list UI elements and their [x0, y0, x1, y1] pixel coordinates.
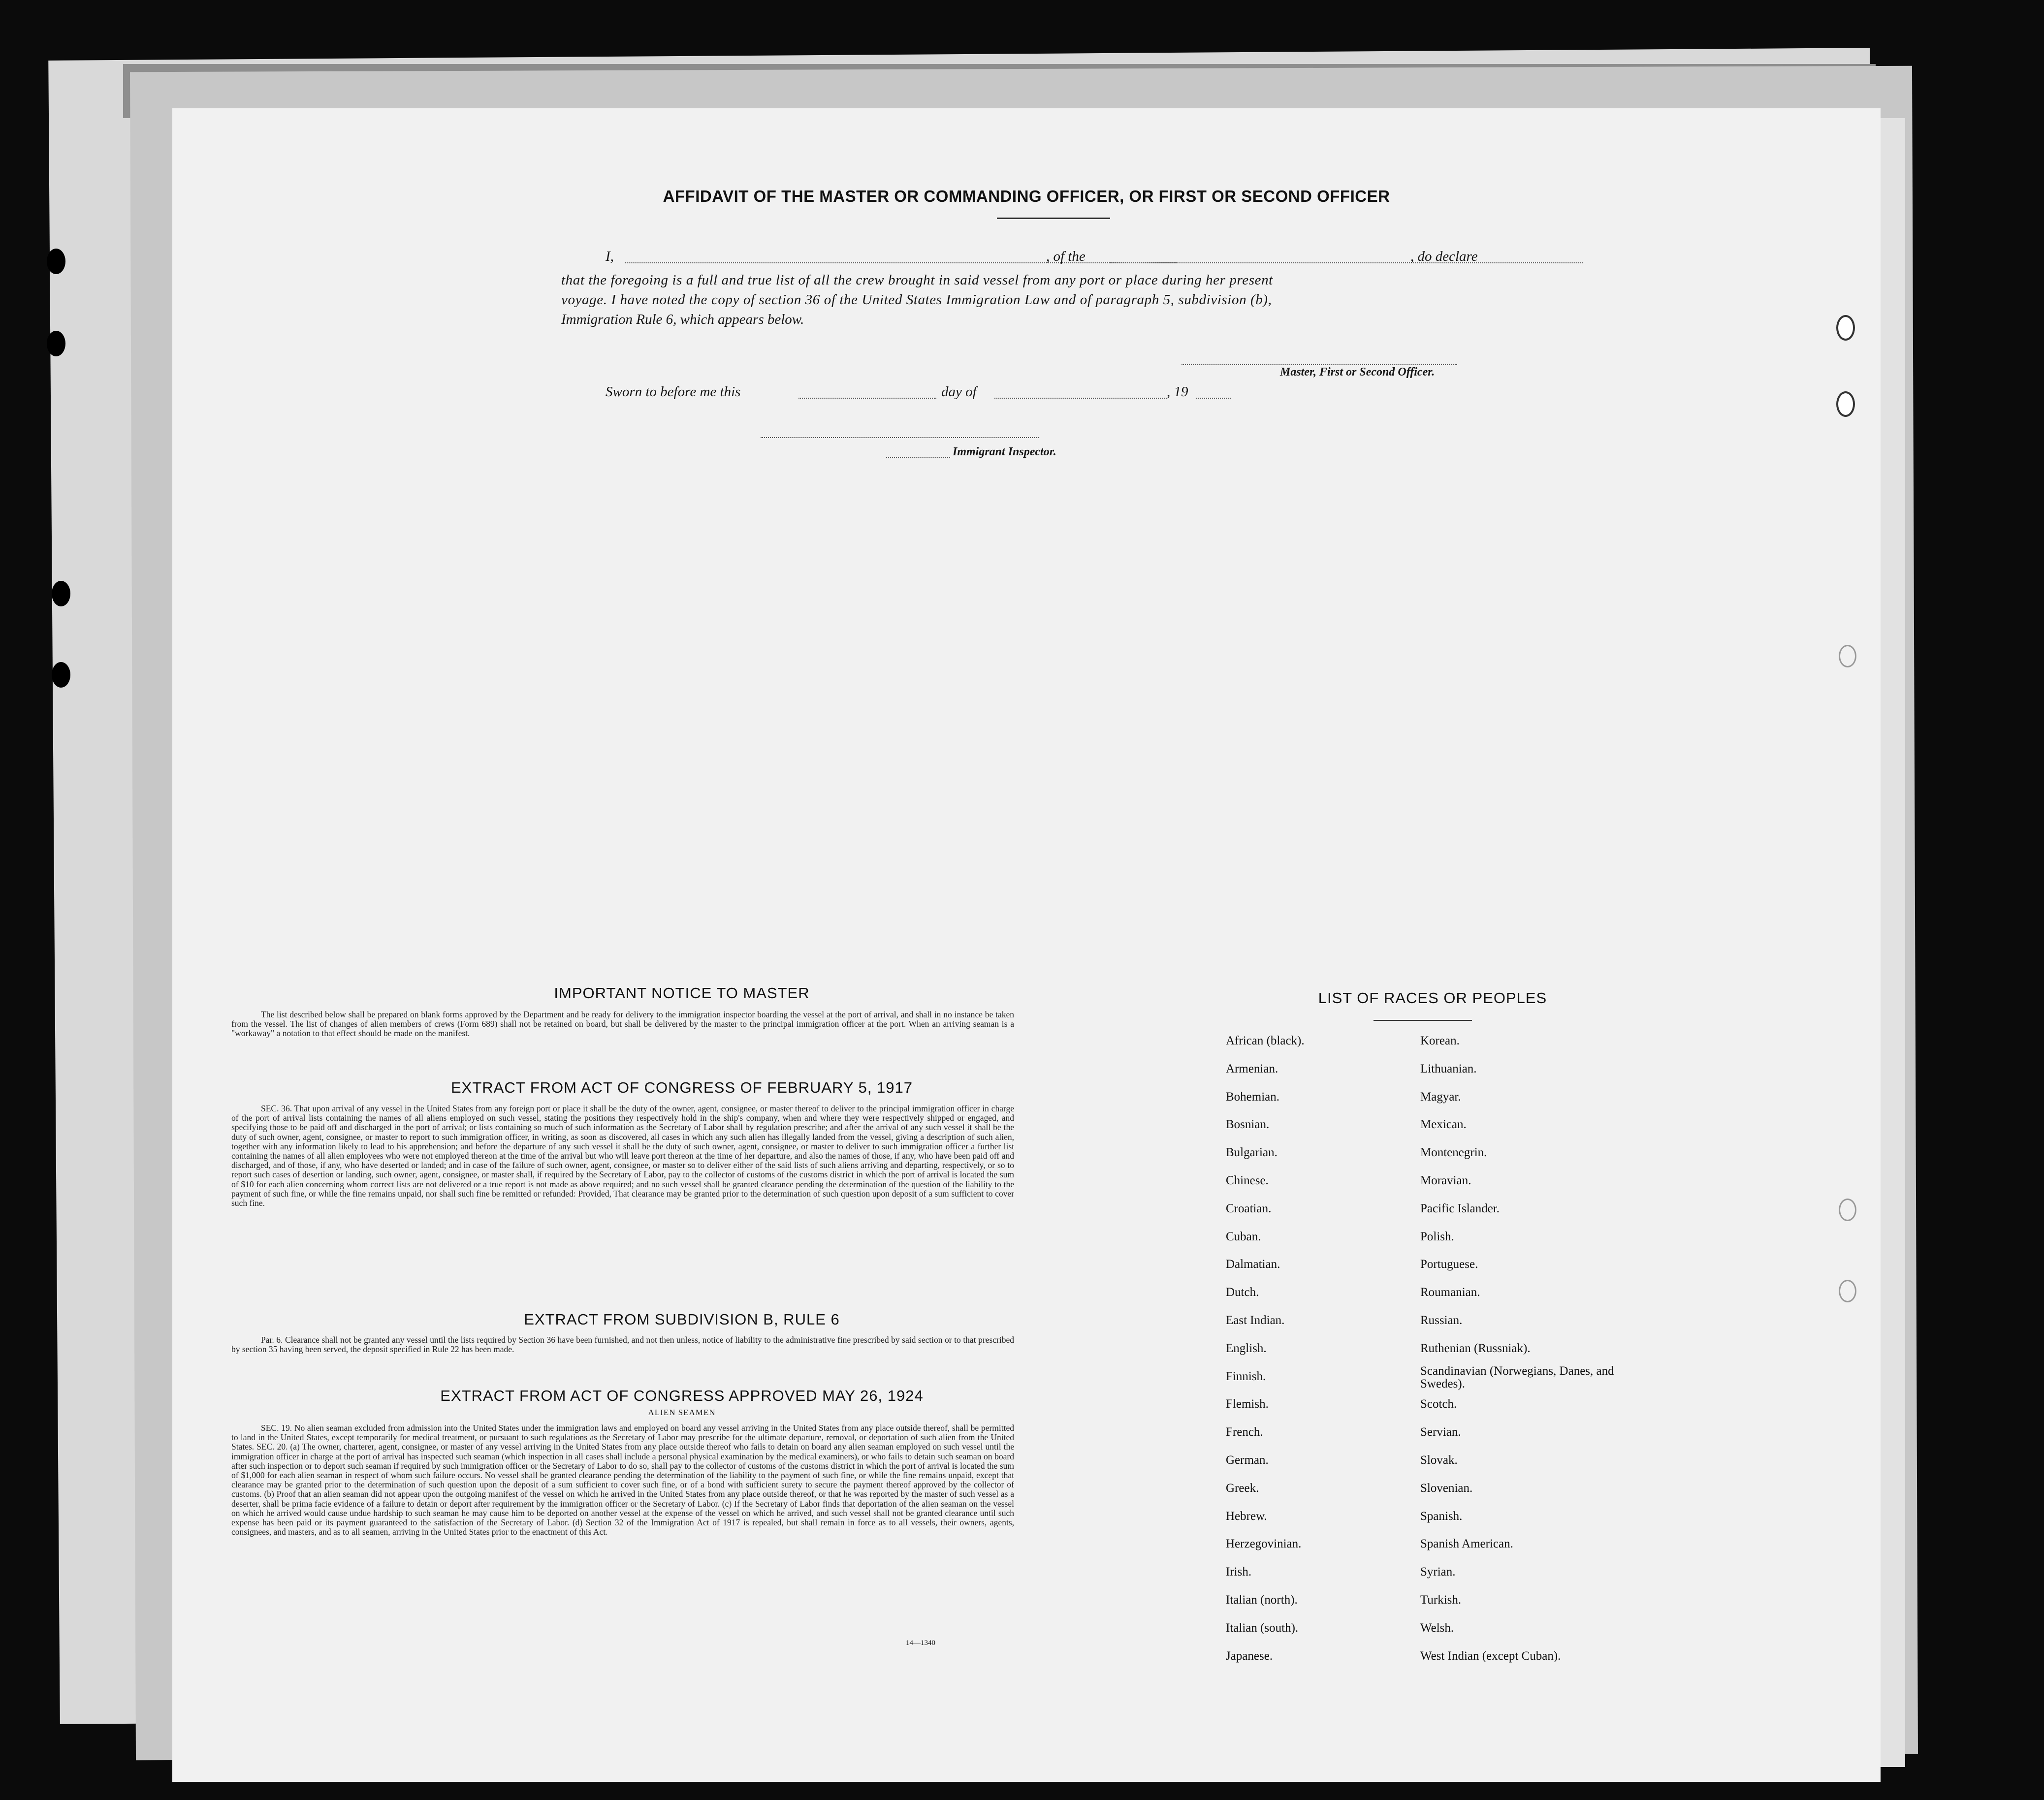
- race-item: Cuban.: [1226, 1230, 1261, 1243]
- month-blank[interactable]: [994, 398, 1167, 399]
- binder-hole: [1836, 391, 1855, 417]
- signature-line[interactable]: [1182, 364, 1457, 365]
- race-item: Servian.: [1420, 1425, 1461, 1439]
- binder-hole: [52, 581, 70, 606]
- race-item: Polish.: [1420, 1230, 1454, 1243]
- binder-hole: [1839, 1199, 1856, 1221]
- affidavit-title: AFFIDAVIT OF THE MASTER OR COMMANDING OFFICER, OR FIRST OR SECOND OFFICER: [663, 187, 1390, 205]
- race-item: Flemish.: [1226, 1397, 1269, 1411]
- inspector-line[interactable]: [761, 437, 1039, 438]
- race-item: Croatian.: [1226, 1201, 1272, 1215]
- act-1924-subtitle: ALIEN SEAMEN: [648, 1408, 716, 1417]
- year-blank[interactable]: [1196, 398, 1231, 399]
- race-item: Lithuanian.: [1420, 1062, 1477, 1075]
- sworn-day-of: day of: [941, 384, 977, 400]
- race-item: Magyar.: [1420, 1090, 1461, 1104]
- inspector-lead: [886, 457, 950, 458]
- race-item: Dutch.: [1226, 1286, 1259, 1299]
- binder-hole: [1836, 315, 1855, 341]
- binder-hole: [1839, 645, 1856, 667]
- notice-body: The list described below shall be prepared on blank forms approved by the Department and be ready for delivery to the immigration inspector boarding the vessel at the port of arrival, and shall in no instance be taken from the vessel. The list of changes of alien members of crews (Form 689) shall not be retained on board, but shall be delivered by the master to the principal immigration officer at the port. When an arriving seaman is a "workaway" a notation to that effect should be made on the manifest.: [231, 1010, 1014, 1039]
- rule6-title: EXTRACT FROM SUBDIVISION B, RULE 6: [524, 1311, 840, 1328]
- race-item: Turkish.: [1420, 1593, 1462, 1607]
- act-1917-body: SEC. 36. That upon arrival of any vessel in the United States from any foreign port or place it shall be the duty of the owner, agent, consignee, or master thereof to deliver to the principal immigration officer in charge of the port of arrival lists containing the names of all aliens employed on such vessel, stating the positions they respectively hold in the ship's company, when and where they were respectively shipped or engaged, and specifying those to be paid off and discharged in the port of arrival; or lists containing so much of such information as the Secretary of Labor shall by regulation prescribe; and after the arrival of any such vessel it shall be the duty of such owner, agent, consignee, or master to report to such immigration officer, in writing, as soon as discovered, all cases in which any such alien has illegally landed from the vessel, giving a description of such alien, together with any information likely to lead to his apprehension; and before the departure of any such vessel it shall be the duty of such owner, agent, consignee, or master to deliver to such immigration officer a further list containing the names of all alien employees who were not employed thereon at the time of the arrival but who will leave port thereon at the time of her departure, and also the names of those, if any, who have been paid off and discharged, and of those, if any, who have deserted or landed; and in case of the failure of such owner, agent, consignee, or master so to deliver either of the said lists of such aliens arriving and departing, respectively, or so to report such cases of desertion or landing, such owner, agent, consignee, or master shall, if required by the Secretary of Labor, pay to the collector of customs of the customs district in which the port of arrival is located the sum of $10 for each alien concerning whom correct lists are not delivered or a true report is not made as above required; and no such vessel shall be granted clearance pending the determination of the question of the liability to the payment of such fine, or while the fine remains unpaid, nor shall such fine be remitted or refunded: Provided, That clearance may be granted prior to the determination of such question upon deposit of a sum sufficient to cover such fine.: [231, 1104, 1014, 1208]
- race-item: West Indian (except Cuban).: [1420, 1649, 1561, 1663]
- vessel-blank[interactable]: [1110, 262, 1583, 263]
- race-item: Slovak.: [1420, 1453, 1458, 1467]
- binder-hole: [52, 662, 70, 688]
- race-item: Bosnian.: [1226, 1118, 1270, 1132]
- race-item: Korean.: [1420, 1034, 1460, 1047]
- title-underline: [997, 218, 1110, 219]
- name-blank[interactable]: [625, 262, 1177, 263]
- races-column-2: [1420, 1027, 1627, 1670]
- act-1924-title: EXTRACT FROM ACT OF CONGRESS APPROVED MAY 26, 1924: [440, 1387, 924, 1404]
- form-number: 14—1340: [906, 1639, 935, 1647]
- race-item: Welsh.: [1420, 1621, 1454, 1635]
- signature-label: Master, First or Second Officer.: [1280, 366, 1435, 379]
- affidavit-of-the: , of the: [1046, 249, 1086, 264]
- race-item: Moravian.: [1420, 1173, 1471, 1187]
- race-item: Spanish American.: [1420, 1537, 1513, 1551]
- sworn-prefix: Sworn to before me this: [606, 384, 741, 400]
- affidavit-line-3: voyage. I have noted the copy of section 36 of the United States Immigration Law and of paragraph 5, subdivision (b),: [561, 292, 1272, 308]
- race-item: Montenegrin.: [1420, 1146, 1487, 1160]
- binder-hole: [1839, 1280, 1856, 1302]
- race-item: Greek.: [1226, 1481, 1259, 1495]
- affidavit-line-2: that the foregoing is a full and true list of all the crew brought in said vessel from any port or place during her present: [561, 272, 1273, 288]
- race-item: German.: [1226, 1453, 1269, 1467]
- binder-hole: [47, 331, 65, 356]
- day-blank[interactable]: [798, 398, 936, 399]
- sworn-year: , 19: [1167, 384, 1188, 400]
- race-item: Chinese.: [1226, 1173, 1269, 1187]
- races-column-1: [1226, 1027, 1418, 1670]
- affidavit-line-4: Immigration Rule 6, which appears below.: [561, 312, 804, 327]
- race-item: Hebrew.: [1226, 1509, 1267, 1523]
- race-item: Armenian.: [1226, 1062, 1278, 1075]
- race-item: Japanese.: [1226, 1649, 1273, 1663]
- race-item: Italian (north).: [1226, 1593, 1298, 1607]
- inspector-label: Immigrant Inspector.: [953, 445, 1056, 458]
- race-item: Russian.: [1420, 1313, 1463, 1327]
- races-underline: [1373, 1020, 1472, 1021]
- race-item: Spanish.: [1420, 1509, 1463, 1523]
- binder-hole: [47, 249, 65, 274]
- race-item: Portuguese.: [1420, 1258, 1478, 1271]
- race-item: Finnish.: [1226, 1369, 1266, 1383]
- race-item: Scandinavian (Norwegians, Danes, and Swedes).: [1420, 1364, 1614, 1390]
- act-1924-body: SEC. 19. No alien seaman excluded from admission into the United States under the immigration laws and employed on board any vessel arriving in the United States from any place outside thereof, shall be permitted to land in the United States, except temporarily for medical treatment, or pursuant to such regulations as the Secretary of Labor may prescribe for the ultimate departure, removal, or deportation of such alien from the United States. SEC. 20. (a) The owner, charterer, agent, consignee, or master of any vessel arriving in the United States from any place outside thereof who fails to detain on board any alien seaman employed on such vessel until the immigration officer in charge at the port of arrival has inspected such seaman (which inspection in all cases shall include a personal physical examination by the medical examiners), or who fails to detain such seaman on board after such inspection or to deport such seaman if required by such immigration officer or the Secretary of Labor to do so, shall pay to the collector of customs of the customs district in which the port of arrival is located the sum of $1,000 for each alien seaman in respect of whom such failure occurs. No vessel shall be granted clearance pending the determination of the liability to the payment of such fine, or while the fine remains unpaid, except that clearance may be granted prior to the determination of such question upon the deposit of a sum sufficient to cover such fine, or of a bond with sufficient surety to secure the payment thereof approved by the collector of customs. (b) Proof that an alien seaman did not appear upon the outgoing manifest of the vessel on which he arrived in the United States from any place outside thereof, or that he was reported by the master of such vessel as a deserter, shall be prima facie evidence of a failure to detain or deport after requirement by the immigration officer or the Secretary of Labor. (c) If the Secretary of Labor finds that deportation of the alien seaman on the vessel on which he arrived would cause undue hardship to such seaman he may cause him to be deported on another vessel at the expense of the vessel on which he arrived, and such vessel shall not be granted clearance until such expense has been paid or its payment guaranteed to the satisfaction of the Secretary of Labor. (d) Section 32 of the Immigration Act of 1917 is repealed, but shall remain in force as to all vessels, their owners, agents, consignees, and masters, and as to all seamen, arriving in the United States prior to the enactment of this Act.: [231, 1423, 1014, 1537]
- race-item: Dalmatian.: [1226, 1258, 1280, 1271]
- notice-title: IMPORTANT NOTICE TO MASTER: [554, 984, 810, 1002]
- race-item: East Indian.: [1226, 1313, 1285, 1327]
- race-item: Bulgarian.: [1226, 1146, 1278, 1160]
- affidavit-do-declare: , do declare: [1410, 249, 1478, 264]
- race-item: Herzegovinian.: [1226, 1537, 1302, 1551]
- race-item: Mexican.: [1420, 1118, 1467, 1132]
- race-item: Scotch.: [1420, 1397, 1457, 1411]
- race-item: English.: [1226, 1341, 1267, 1355]
- race-item: French.: [1226, 1425, 1263, 1439]
- act-1917-title: EXTRACT FROM ACT OF CONGRESS OF FEBRUARY 5, 1917: [450, 1079, 913, 1096]
- race-item: Irish.: [1226, 1565, 1252, 1579]
- race-item: Bohemian.: [1226, 1090, 1280, 1104]
- race-item: Slovenian.: [1420, 1481, 1473, 1495]
- race-item: Roumanian.: [1420, 1286, 1480, 1299]
- race-item: Pacific Islander.: [1420, 1201, 1500, 1215]
- rule6-body: Par. 6. Clearance shall not be granted any vessel until the lists required by Section 36 have been furnished, and not then unless, notice of liability to the administrative fine prescribed by said section or to that prescribed by section 35 having been served, the deposit specified in Rule 22 has been made.: [231, 1335, 1014, 1355]
- race-item: African (black).: [1226, 1034, 1305, 1047]
- affidavit-i: I,: [606, 249, 614, 264]
- race-item: Italian (south).: [1226, 1621, 1299, 1635]
- race-item: Ruthenian (Russniak).: [1420, 1341, 1531, 1355]
- form-page: [172, 108, 1881, 1782]
- races-title: LIST OF RACES OR PEOPLES: [1318, 989, 1547, 1007]
- race-item: Syrian.: [1420, 1565, 1456, 1579]
